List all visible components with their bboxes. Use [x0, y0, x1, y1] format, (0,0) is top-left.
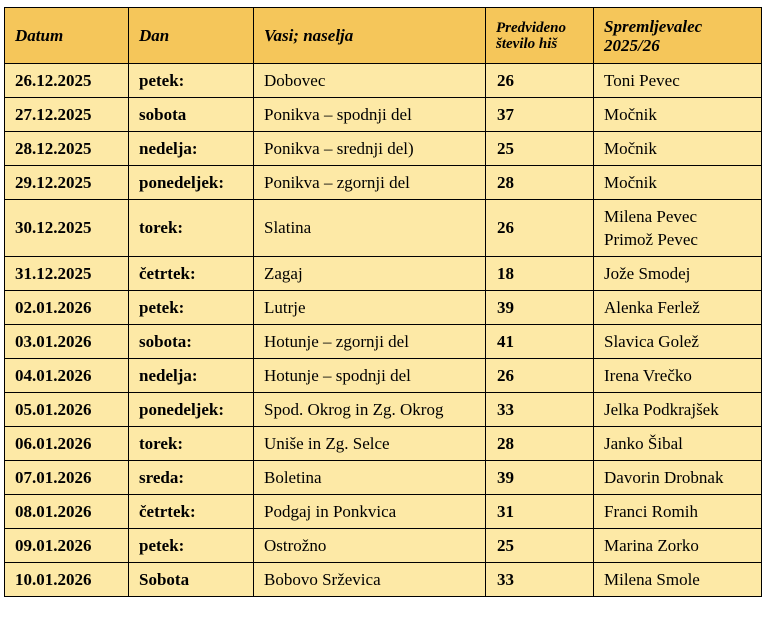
spremljevalec-name: Milena Smole — [604, 570, 700, 589]
cell-datum: 30.12.2025 — [5, 200, 129, 257]
table-row — [5, 393, 762, 427]
cell-vas: Ponikva – zgornji del — [254, 166, 486, 200]
table-row — [5, 529, 762, 563]
cell-hise: 39 — [486, 291, 594, 325]
cell-hise: 18 — [486, 257, 594, 291]
spremljevalec-name: Jelka Podkrajšek — [604, 400, 719, 419]
spremljevalec-name: Janko Šibal — [604, 434, 683, 453]
cell-dan: sobota — [129, 98, 254, 132]
cell-spremljevalec — [594, 64, 762, 98]
cell-spremljevalec — [594, 291, 762, 325]
spremljevalec-name: Jože Smodej — [604, 264, 691, 283]
cell-dan: Sobota — [129, 563, 254, 597]
cell-datum: 29.12.2025 — [5, 166, 129, 200]
spremljevalec-name: Franci Romih — [604, 502, 698, 521]
schedule-table — [4, 7, 762, 597]
cell-hise: 25 — [486, 529, 594, 563]
cell-vas: Hotunje – spodnji del — [254, 359, 486, 393]
table-row — [5, 291, 762, 325]
cell-spremljevalec — [594, 529, 762, 563]
cell-spremljevalec — [594, 563, 762, 597]
cell-vas: Zagaj — [254, 257, 486, 291]
header-predvideno — [486, 8, 594, 64]
spremljevalec-name: Irena Vrečko — [604, 366, 692, 385]
table-row — [5, 257, 762, 291]
spremljevalec-name: Močnik — [604, 173, 657, 192]
cell-spremljevalec — [594, 393, 762, 427]
cell-spremljevalec — [594, 257, 762, 291]
table-row — [5, 325, 762, 359]
cell-hise: 28 — [486, 427, 594, 461]
cell-spremljevalec — [594, 166, 762, 200]
cell-dan: ponedeljek: — [129, 393, 254, 427]
cell-vas: Slatina — [254, 200, 486, 257]
cell-hise: 33 — [486, 563, 594, 597]
spremljevalec-name: Alenka Ferlež — [604, 298, 700, 317]
cell-datum: 06.01.2026 — [5, 427, 129, 461]
cell-vas: Boletina — [254, 461, 486, 495]
cell-dan: torek: — [129, 200, 254, 257]
cell-dan: petek: — [129, 291, 254, 325]
cell-hise: 37 — [486, 98, 594, 132]
cell-hise: 25 — [486, 132, 594, 166]
spremljevalec-name: Marina Zorko — [604, 536, 699, 555]
table-row — [5, 132, 762, 166]
cell-hise: 26 — [486, 359, 594, 393]
cell-datum: 10.01.2026 — [5, 563, 129, 597]
cell-datum: 27.12.2025 — [5, 98, 129, 132]
table-row — [5, 461, 762, 495]
spremljevalec-name: Davorin Drobnak — [604, 468, 724, 487]
header-dan: Dan — [129, 8, 254, 64]
table-row — [5, 427, 762, 461]
spremljevalec-name: Toni Pevec — [604, 71, 680, 90]
cell-hise: 26 — [486, 200, 594, 257]
header-datum: Datum — [5, 8, 129, 64]
spremljevalec-name: Močnik — [604, 105, 657, 124]
header-spremljevalec-line2: 2025/26 — [604, 35, 660, 55]
cell-spremljevalec — [594, 200, 762, 257]
header-predvideno-line1: Predvideno — [496, 19, 566, 36]
cell-hise: 33 — [486, 393, 594, 427]
cell-vas: Lutrje — [254, 291, 486, 325]
cell-datum: 02.01.2026 — [5, 291, 129, 325]
cell-spremljevalec — [594, 325, 762, 359]
cell-datum: 07.01.2026 — [5, 461, 129, 495]
cell-hise: 41 — [486, 325, 594, 359]
cell-datum: 26.12.2025 — [5, 64, 129, 98]
cell-vas: Uniše in Zg. Selce — [254, 427, 486, 461]
cell-dan: nedelja: — [129, 359, 254, 393]
cell-vas: Ostrožno — [254, 529, 486, 563]
table-row — [5, 64, 762, 98]
spremljevalec-name: Primož Pevec — [604, 230, 698, 249]
cell-vas: Podgaj in Ponkvica — [254, 495, 486, 529]
header-vasi: Vasi; naselja — [254, 8, 486, 64]
spremljevalec-name: Slavica Golež — [604, 332, 699, 351]
cell-vas: Ponikva – srednji del) — [254, 132, 486, 166]
cell-hise: 31 — [486, 495, 594, 529]
cell-vas: Dobovec — [254, 64, 486, 98]
table-row — [5, 98, 762, 132]
cell-datum: 09.01.2026 — [5, 529, 129, 563]
cell-dan: petek: — [129, 529, 254, 563]
cell-spremljevalec — [594, 427, 762, 461]
table-row — [5, 563, 762, 597]
cell-datum: 08.01.2026 — [5, 495, 129, 529]
cell-vas: Hotunje – zgornji del — [254, 325, 486, 359]
header-spremljevalec — [594, 8, 762, 64]
cell-hise: 28 — [486, 166, 594, 200]
header-row — [5, 8, 762, 64]
cell-vas: Bobovo Srževica — [254, 563, 486, 597]
cell-datum: 04.01.2026 — [5, 359, 129, 393]
cell-dan: četrtek: — [129, 257, 254, 291]
cell-dan: sreda: — [129, 461, 254, 495]
table-row — [5, 200, 762, 257]
cell-dan: četrtek: — [129, 495, 254, 529]
cell-hise: 26 — [486, 64, 594, 98]
cell-spremljevalec — [594, 359, 762, 393]
table-row — [5, 495, 762, 529]
cell-dan: ponedeljek: — [129, 166, 254, 200]
spremljevalec-name: Milena Pevec — [604, 207, 697, 226]
cell-dan: torek: — [129, 427, 254, 461]
cell-spremljevalec — [594, 132, 762, 166]
cell-datum: 05.01.2026 — [5, 393, 129, 427]
cell-datum: 03.01.2026 — [5, 325, 129, 359]
cell-dan: nedelja: — [129, 132, 254, 166]
cell-dan: petek: — [129, 64, 254, 98]
header-predvideno-line2: število hiš — [496, 35, 558, 52]
cell-spremljevalec — [594, 461, 762, 495]
table-row — [5, 359, 762, 393]
cell-hise: 39 — [486, 461, 594, 495]
cell-spremljevalec — [594, 98, 762, 132]
cell-vas: Ponikva – spodnji del — [254, 98, 486, 132]
spremljevalec-name: Močnik — [604, 139, 657, 158]
cell-datum: 31.12.2025 — [5, 257, 129, 291]
cell-vas: Spod. Okrog in Zg. Okrog — [254, 393, 486, 427]
table-row — [5, 166, 762, 200]
cell-datum: 28.12.2025 — [5, 132, 129, 166]
cell-spremljevalec — [594, 495, 762, 529]
header-spremljevalec-line1: Spremljevalec — [604, 16, 703, 36]
cell-dan: sobota: — [129, 325, 254, 359]
